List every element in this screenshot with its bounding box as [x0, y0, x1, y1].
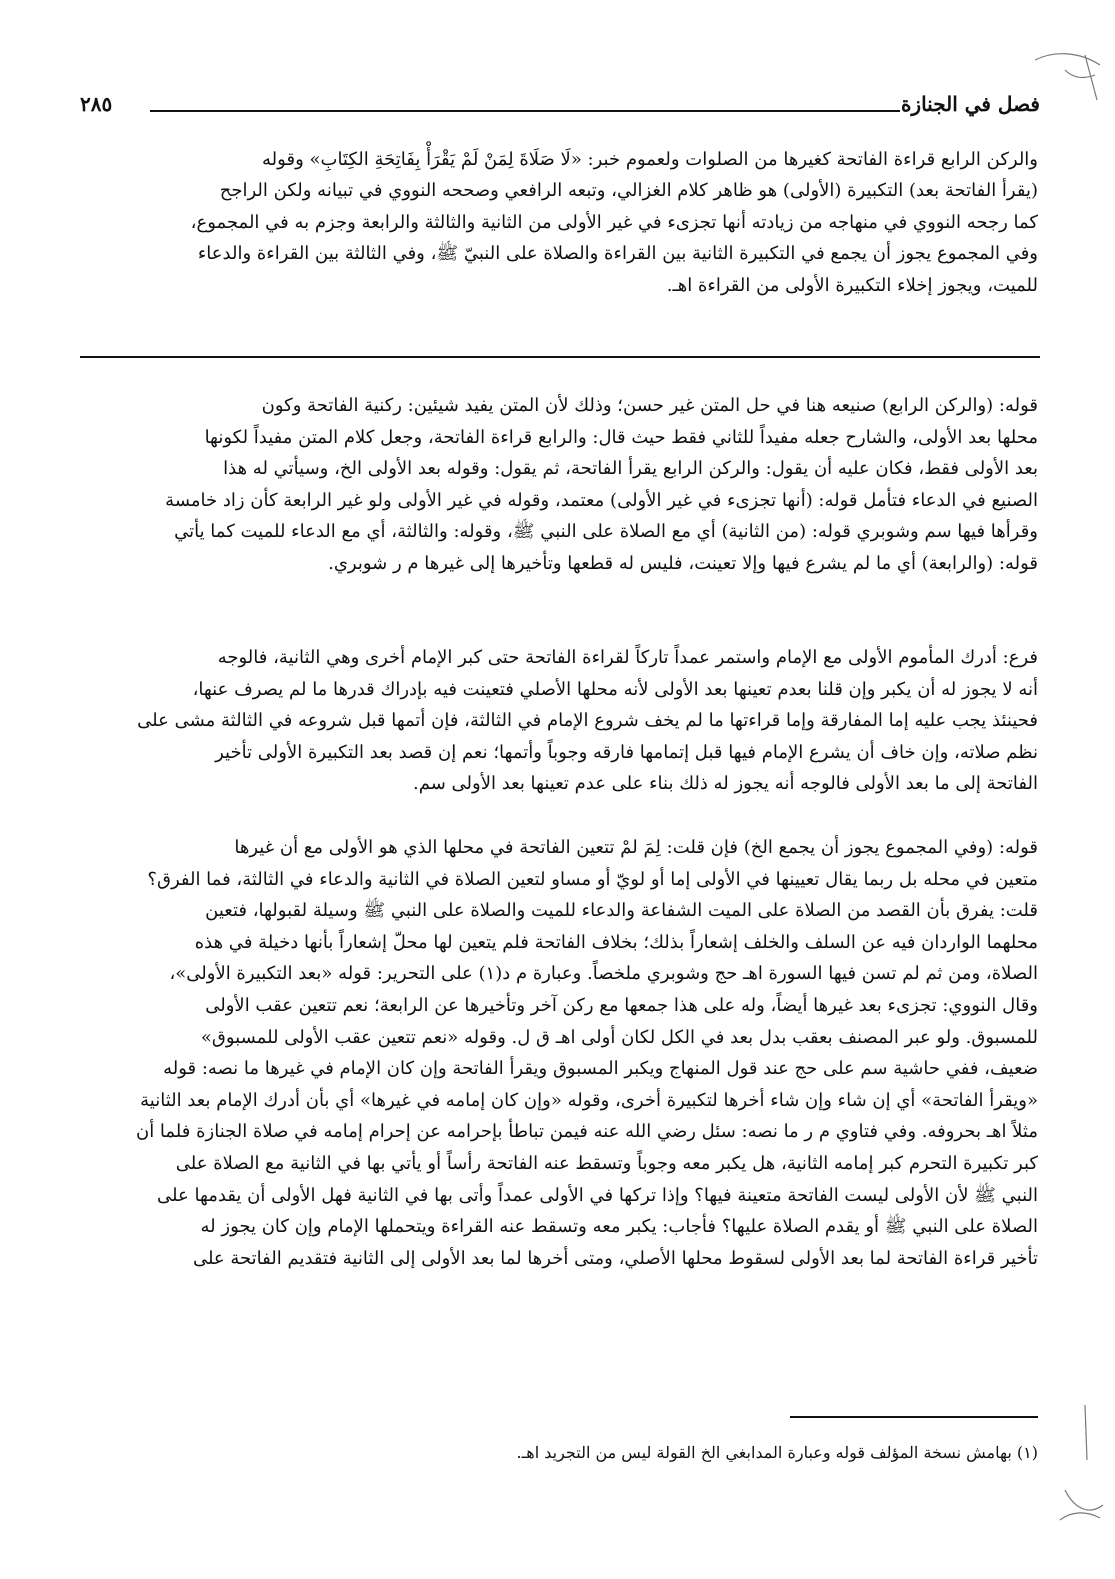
commentary-line: فرع: أدرك المأموم الأولى مع الإمام واستمر عمداً تاركاً لقراءة الفاتحة حتى كبر الإمام أخرى وهي الثانية، فالوجه	[217, 647, 1038, 668]
commentary-line: الصنيع في الدعاء فتأمل قوله: (أنها تجزىء في غير الأولى) معتمد، وقوله في غير الأولى ولو غير الرابعة كأن زاد خامسة	[165, 489, 1038, 511]
commentary-line: مثلاً اهـ بحروفه. وفي فتاوي م ر ما نصه: سئل رضي الله عنه فيمن تباطأ بإحرامه عن إحرام إمامه في صلاة الجنازة فلما أن	[135, 1121, 1038, 1143]
margin-scribble-top	[1025, 40, 1110, 110]
commentary-line: نظم صلاته، وإن خاف أن يشرع الإمام فيها قبل إتمامها فارقه وجوباً وأتمها؛ نعم إن قصد بعد التكبيرة الأولى تأخير	[215, 741, 1038, 763]
commentary-line: ضعيف، ففي حاشية سم على حج عند قول المنهاج ويكبر المسبوق ويقرأ الفاتحة وإن كان الإمام في غيرها ما نصه: قوله	[163, 1058, 1038, 1080]
main-line: للميت، ويجوز إخلاء التكبيرة الأولى من القراءة اهـ.	[666, 274, 1038, 296]
commentary-line: كبر تكبيرة التحرم كبر إمامه الثانية، هل يكبر معه وجوباً وتسقط عنه الفاتحة رأساً أو يأتي بها في الثانية مع الصلاة على	[175, 1152, 1038, 1174]
commentary-line: قوله: (والركن الرابع) صنيعه هنا في حل المتن غير حسن؛ وذلك لأن المتن يفيد شيئين: ركنية الفاتحة وكون	[261, 395, 1038, 416]
commentary-line: فحينئذ يجب عليه إما المفارقة وإما قراءتها ما لم يخف شروع الإمام في الثالثة، فإن أتمها قبل شروعه في الثالثة مشى على	[137, 710, 1038, 732]
footnote	[78, 1440, 1038, 1466]
main-line: كما رجحه النووي في منهاجه من زيادته أنها تجزىء في غير الأولى من الثانية والثالثة والرابعة وجزم به في المجموع،	[190, 211, 1038, 233]
commentary-line: متعين في محله بل ربما يقال تعيينها في الأولى إما أو لويّ أو مساو لتعين الصلاة في الثانية والدعاء في الثالثة، فما الفرق؟	[147, 868, 1038, 890]
main-line: والركن الرابع قراءة الفاتحة كغيرها من الصلوات ولعموم خبر: «لَا صَلَاةَ لِمَنْ لَمْ يَقْرَأْ بِفَاتِحَةِ الكِتَابِ» وقوله	[262, 149, 1038, 170]
commentary-line: الفاتحة إلى ما بعد الأولى فالوجه أنه يجوز له ذلك بناء على عدم تعينها بعد الأولى سم.	[413, 773, 1038, 795]
margin-scribble-bottom	[1045, 1400, 1110, 1530]
chapter-title: فصل في الجنازة	[900, 92, 1040, 116]
commentary-paragraph-1	[78, 390, 1038, 580]
commentary-line: قوله: (وفي المجموع يجوز أن يجمع الخ) فإن قلت: لِمَ لمْ تتعين الفاتحة في محلها الذي هو الأولى مع أن غيرها	[234, 837, 1038, 858]
commentary-line: وقال النووي: تجزىء بعد غيرها أيضاً، وله على هذا جمعها مع ركن آخر وتأخيرها عن الرابعة؛ نعم تتعين عقب الأولى	[205, 994, 1038, 1016]
main-line: وفي المجموع يجوز أن يجمع في التكبيرة الثانية بين القراءة والصلاة على النبيّ ﷺ، وفي الثالثة بين القراءة والدعاء	[197, 243, 1038, 265]
commentary-line: محلهما الواردان فيه عن السلف والخلف إشعاراً بذلك؛ بخلاف الفاتحة فلم يتعين لها محلّ إشعاراً بأنها دخيلة في هذه	[194, 931, 1038, 953]
commentary-line: أنه لا يجوز له أن يكبر وإن قلنا بعدم تعينها بعد الأولى لأنه محلها الأصلي فتعينت فيه بإدراك قدرها ما لم يصرف عنها،	[192, 678, 1038, 700]
commentary-paragraph-3	[78, 832, 1038, 1274]
commentary-line: للمسبوق. ولو عبر المصنف بعقب بدل بعد في الكل لكان أولى اهـ ق ل. وقوله «نعم تتعين عقب الأولى للمسبوق»	[200, 1026, 1038, 1048]
main-line: (يقرأ الفاتحة بعد) التكبيرة (الأولى) هو ظاهر كلام الغزالي، وتبعه الرافعي وصححه النووي في تبيانه ولكن الراجح	[219, 180, 1038, 202]
page-number: ٢٨٥	[80, 92, 113, 116]
header-rule	[150, 110, 900, 112]
commentary-line: «ويقرأ الفاتحة» أي إن شاء وإن شاء أخرها لتكبيرة أخرى، وقوله «وإن كان إمامه في غيرها» أي بأن أدرك الإمام بعد الثانية	[140, 1089, 1038, 1111]
page-header	[80, 92, 1040, 124]
footnote-text: (١) بهامش نسخة المؤلف قوله وعبارة المدابغي الخ القولة ليس من التجريد اهـ.	[516, 1443, 1038, 1462]
main-text	[78, 144, 1038, 301]
commentary-line: وقرأها فيها سم وشوبري قوله: (من الثانية) أي مع الصلاة على النبي ﷺ، وقوله: والثالثة، أي مع الدعاء للميت كما يأتي	[174, 521, 1038, 543]
commentary-line: الصلاة على النبي ﷺ أو يقدم الصلاة عليها؟ فأجاب: يكبر معه وتسقط عنه القراءة ويتحملها الإمام وإن كان يجوز له	[200, 1216, 1038, 1238]
main-separator	[80, 356, 1040, 358]
commentary-line: الصلاة، ومن ثم لم تسن فيها السورة اهـ حج وشوبري ملخصاً. وعبارة م د(١) على التحرير: قوله «بعد التكبيرة الأولى»،	[169, 963, 1038, 985]
commentary-line: بعد الأولى فقط، فكان عليه أن يقول: والركن الرابع يقرأ الفاتحة، ثم يقول: وقوله بعد الأولى الخ، وسيأتي له هذا	[223, 458, 1038, 480]
footnote-separator	[790, 1416, 1038, 1418]
commentary-line: تأخير قراءة الفاتحة لما بعد الأولى لسقوط محلها الأصلي، ومتى أخرها لما بعد الأولى إلى الثانية فتقديم الفاتحة على	[192, 1247, 1038, 1269]
commentary-line: محلها بعد الأولى، والشارح جعله مفيداً للثاني فقط حيث قال: والرابع قراءة الفاتحة، وجعل كلام المتن مفيداً لكونها	[204, 426, 1038, 448]
commentary-line: قوله: (والرابعة) أي ما لم يشرع فيها وإلا تعينت، فليس له قطعها وتأخيرها إلى غيرها م ر شوبري.	[328, 552, 1038, 574]
commentary-paragraph-2	[78, 642, 1038, 800]
commentary-line: النبي ﷺ لأن الأولى ليست الفاتحة متعينة فيها؟ وإذا تركها في الأولى عمداً وأتى بها في الثانية فهل الأولى أن يقدمها على	[157, 1184, 1038, 1206]
commentary-line: قلت: يفرق بأن القصد من الصلاة على الميت الشفاعة والدعاء للميت والصلاة على النبي ﷺ وسيلة لقبولها، فتعين	[205, 900, 1038, 922]
